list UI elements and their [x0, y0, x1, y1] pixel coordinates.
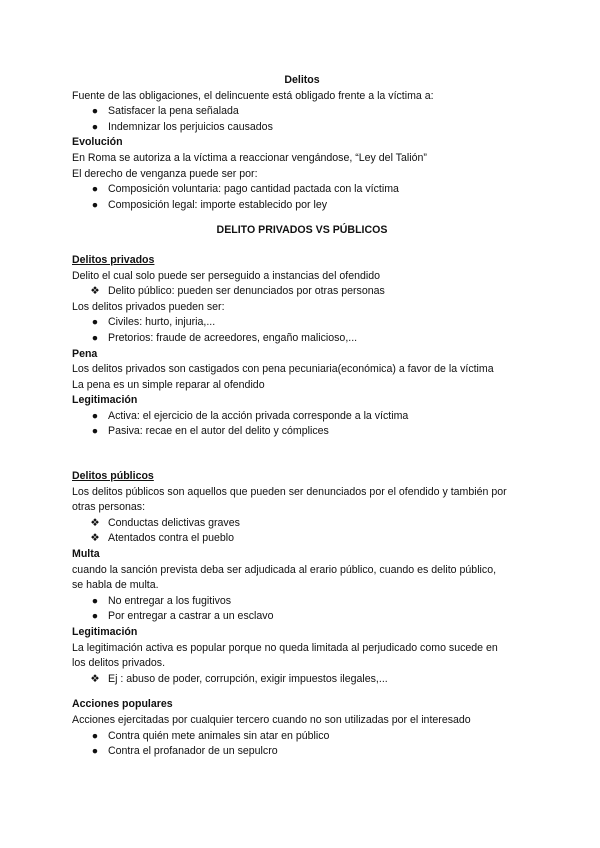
- bullet-dot-icon: ●: [91, 729, 99, 742]
- publicos-text: Los delitos públicos son aquellos que pueden ser denunciados por el ofendido y también por: [72, 485, 507, 498]
- bullet-diamond-icon: ❖: [90, 285, 100, 298]
- list-item: ● Contra quién mete animales sin atar en público: [72, 729, 532, 745]
- privados-text: Delito el cual solo puede ser perseguido a instancias del ofendido: [72, 269, 381, 282]
- bullet-dot-icon: ●: [91, 316, 99, 329]
- title-delitos: Delitos: [284, 74, 320, 86]
- bullet-dot-icon: ●: [91, 331, 99, 344]
- list-item: ❖ Ej : abuso de poder, corrupción, exigir impuestos ilegales,...: [72, 672, 532, 688]
- title-delito-privados-vs-publicos: DELITO PRIVADOS VS PÚBLICOS: [216, 224, 388, 237]
- heading-legitimacion: Legitimación: [72, 626, 138, 638]
- list-item: ❖ Atentados contra el pueblo: [72, 531, 532, 547]
- bullet-dot-icon: ●: [91, 183, 99, 196]
- bullet-dot-icon: ●: [91, 105, 99, 118]
- evolucion-text: En Roma se autoriza a la víctima a reaccionar vengándose, “Ley del Talión”: [72, 151, 427, 164]
- heading-evolucion: Evolución: [72, 136, 123, 149]
- bullet-diamond-icon: ❖: [90, 672, 100, 685]
- bullet-diamond-icon: ❖: [90, 516, 100, 529]
- bullet-dot-icon: ●: [91, 745, 99, 758]
- pena-text: Los delitos privados son castigados con pena pecuniaria(económica) a favor de la víctima: [72, 363, 494, 376]
- document-page: [72, 73, 532, 760]
- list-item: ● Composición voluntaria: pago cantidad pactada con la víctima: [72, 182, 532, 198]
- pena-text: La pena es un simple reparar al ofendido: [72, 378, 265, 391]
- bullet-dot-icon: ●: [91, 409, 99, 422]
- multa-text: se habla de multa.: [72, 579, 159, 592]
- list-item: ● Pretorios: fraude de acreedores, engaño malicioso,...: [72, 331, 532, 347]
- list-item: ● Civiles: hurto, injuria,...: [72, 315, 532, 331]
- list-item: ● Activa: el ejercicio de la acción privada corresponde a la víctima: [72, 409, 532, 425]
- acciones-text: Acciones ejercitadas por cualquier tercero cuando no son utilizadas por el interesado: [72, 713, 471, 726]
- bullet-dot-icon: ●: [91, 594, 99, 607]
- multa-text: cuando la sanción prevista deba ser adjudicada al erario público, cuando es delito público,: [72, 563, 497, 576]
- list-item: ● Satisfacer la pena señalada: [72, 104, 532, 120]
- legitimacion-text: los delitos privados.: [72, 657, 166, 670]
- list-item: ❖ Conductas delictivas graves: [72, 516, 532, 532]
- list-item: ● Contra el profanador de un sepulcro: [72, 744, 532, 760]
- intro-text: Fuente de las obligaciones, el delincuente está obligado frente a la víctima a:: [72, 89, 434, 102]
- heading-delitos-publicos: Delitos públicos: [72, 470, 154, 483]
- privados-text: Los delitos privados pueden ser:: [72, 300, 225, 313]
- heading-legitimacion: Legitimación: [72, 394, 138, 407]
- bullet-dot-icon: ●: [91, 610, 99, 623]
- list-item: ● Composición legal: importe establecido por ley: [72, 198, 532, 214]
- list-item: ● Por entregar a castrar a un esclavo: [72, 609, 532, 625]
- heading-acciones-populares: Acciones populares: [72, 698, 173, 711]
- heading-multa: Multa: [72, 548, 100, 561]
- heading-pena: Pena: [72, 347, 98, 360]
- list-item: ● Indemnizar los perjuicios causados: [72, 120, 532, 136]
- bullet-diamond-icon: ❖: [90, 532, 100, 545]
- list-item: ❖ Delito público: pueden ser denunciados por otras personas: [72, 284, 532, 300]
- legitimacion-text: La legitimación activa es popular porque no queda limitada al perjudicado como sucede en: [72, 641, 498, 654]
- heading-delitos-privados: Delitos privados: [72, 253, 155, 266]
- list-item: ● No entregar a los fugitivos: [72, 594, 532, 610]
- bullet-dot-icon: ●: [91, 198, 99, 211]
- list-item: ● Pasiva: recae en el autor del delito y cómplices: [72, 424, 532, 440]
- bullet-dot-icon: ●: [91, 425, 99, 438]
- evolucion-text: El derecho de venganza puede ser por:: [72, 167, 258, 180]
- publicos-text: otras personas:: [72, 501, 146, 514]
- bullet-dot-icon: ●: [91, 120, 99, 133]
